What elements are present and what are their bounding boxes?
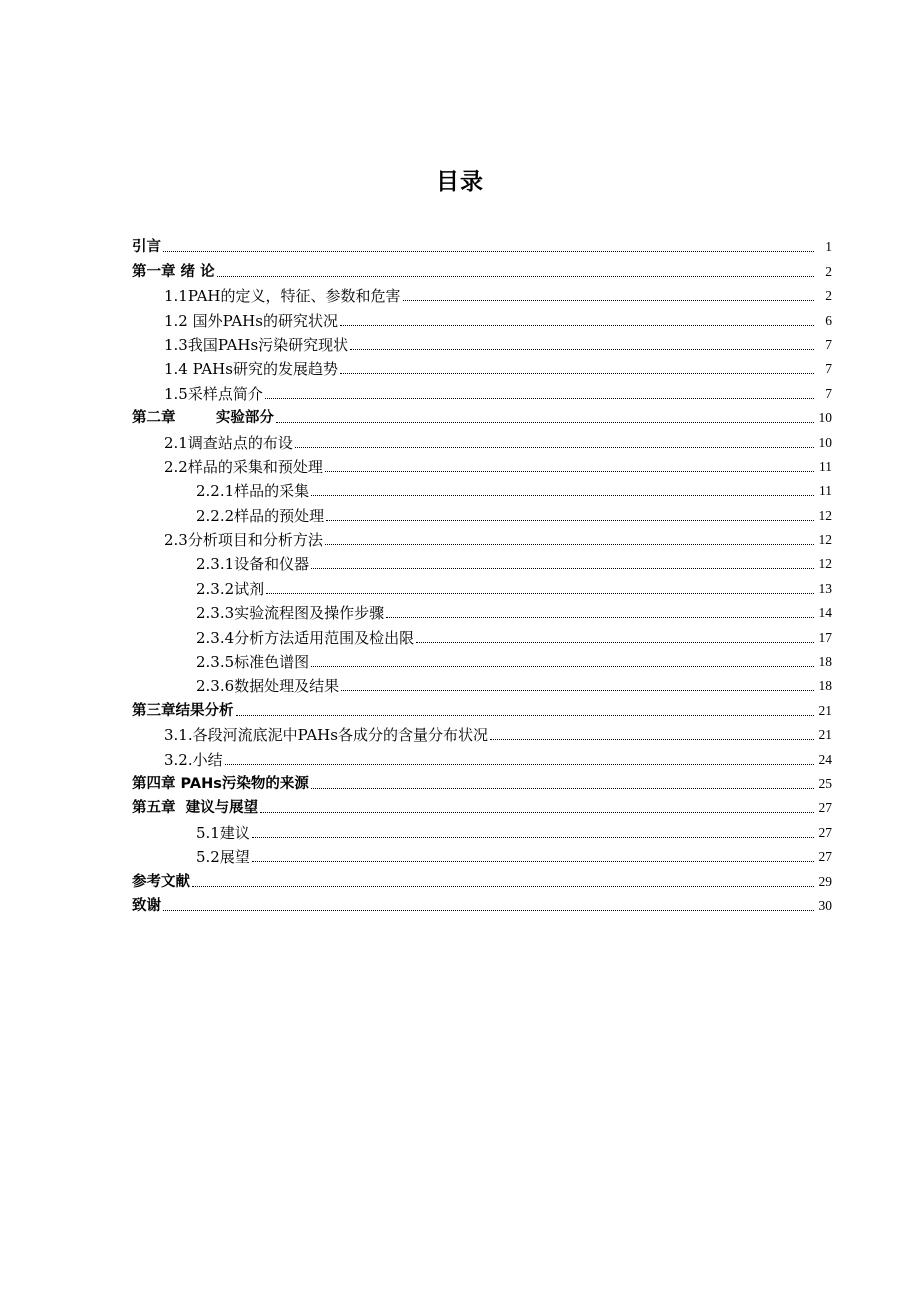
toc-entry[interactable] xyxy=(132,599,832,623)
toc-entry-page: 27 xyxy=(818,824,832,840)
toc-entry-label: 致谢 xyxy=(132,897,161,914)
toc-entry-label: 2.3分析项目和分析方法 xyxy=(164,531,323,550)
toc-entry-page: 10 xyxy=(818,434,832,450)
toc-entry-label: 1.3我国PAHs污染研究现状 xyxy=(164,335,349,354)
toc-entry-page: 13 xyxy=(818,580,832,596)
toc-entry[interactable] xyxy=(132,867,832,891)
dot-leader xyxy=(192,886,814,887)
toc-entry[interactable] xyxy=(132,282,832,306)
toc-entry-page: 18 xyxy=(818,678,832,694)
toc-entry[interactable] xyxy=(132,477,832,501)
toc-entry-label: 1.1PAH的定义，特征、参数和危害 xyxy=(164,287,401,306)
dot-leader xyxy=(266,593,814,594)
toc-entry[interactable] xyxy=(132,843,832,867)
toc-entry-label: 第三章结果分析 xyxy=(132,702,234,719)
toc-entry-page: 14 xyxy=(818,605,832,621)
toc-entry-label: 5.2展望 xyxy=(196,848,250,867)
toc-entry-label: 引言 xyxy=(132,239,161,256)
toc-entry-page: 7 xyxy=(825,336,832,352)
toc-entry[interactable] xyxy=(132,306,832,330)
dot-leader xyxy=(163,910,814,911)
dot-leader xyxy=(225,764,814,765)
toc-entry-page: 11 xyxy=(819,458,832,474)
toc-entry-label: 2.3.2试剂 xyxy=(196,579,265,598)
toc-entry-label: 参考文献 xyxy=(132,873,190,890)
toc-entry-label: 第五章 建议与展望 xyxy=(132,800,259,817)
toc-entry-page: 27 xyxy=(818,849,832,865)
toc-entry-page: 21 xyxy=(818,702,832,718)
toc-entry-page: 1 xyxy=(825,239,832,255)
toc-entry[interactable] xyxy=(132,721,832,745)
toc-entry-label: 2.3.5标准色谱图 xyxy=(196,653,310,672)
dot-leader xyxy=(260,812,814,813)
toc-entry[interactable] xyxy=(132,623,832,647)
toc-entry-page: 10 xyxy=(818,410,832,426)
dot-leader xyxy=(340,373,814,374)
toc-entry[interactable] xyxy=(132,331,832,355)
dot-leader xyxy=(311,666,814,667)
toc-entry-label: 3.1.各段河流底泥中PAHs各成分的含量分布状况 xyxy=(164,726,488,745)
dot-leader xyxy=(311,495,814,496)
toc-entry-page: 6 xyxy=(825,312,832,328)
toc-entry-page: 12 xyxy=(818,556,832,572)
dot-leader xyxy=(325,471,814,472)
toc-entry[interactable] xyxy=(132,648,832,672)
dot-leader xyxy=(490,739,814,740)
toc-entry[interactable] xyxy=(132,526,832,550)
toc-entry-page: 12 xyxy=(818,532,832,548)
dot-leader xyxy=(217,276,814,277)
toc-entry[interactable] xyxy=(132,794,832,818)
toc-entry-label: 1.4 PAHs研究的发展趋势 xyxy=(164,360,338,379)
toc-entry-page: 2 xyxy=(825,288,832,304)
toc-entry[interactable] xyxy=(132,379,832,403)
toc-entry[interactable] xyxy=(132,745,832,769)
dot-leader xyxy=(295,447,814,448)
toc-entry-label: 2.2.1样品的采集 xyxy=(196,482,310,501)
toc-entry[interactable] xyxy=(132,696,832,720)
dot-leader xyxy=(163,251,814,252)
toc-entry[interactable] xyxy=(132,404,832,428)
toc-entry-label: 2.2样品的采集和预处理 xyxy=(164,457,323,476)
toc-entry-page: 24 xyxy=(818,751,832,767)
toc-entry-label: 5.1建议 xyxy=(196,823,250,842)
toc-entry[interactable] xyxy=(132,257,832,281)
toc-entry-label: 1.5采样点简介 xyxy=(164,384,263,403)
toc-entry-page: 7 xyxy=(825,361,832,377)
toc-entry[interactable] xyxy=(132,233,832,257)
dot-leader xyxy=(341,690,814,691)
dot-leader xyxy=(252,861,814,862)
toc-entry-label: 2.3.3实验流程图及操作步骤 xyxy=(196,604,385,623)
toc-entry-label: 2.3.1设备和仪器 xyxy=(196,555,310,574)
page-title: 目录 xyxy=(436,169,484,195)
toc-entry-page: 25 xyxy=(818,775,832,791)
toc-entry-label: 3.2.小结 xyxy=(164,750,223,769)
toc-entry-page: 11 xyxy=(819,483,832,499)
dot-leader xyxy=(265,398,814,399)
toc-entry-label: 2.2.2样品的预处理 xyxy=(196,506,325,525)
toc-entry-page: 7 xyxy=(825,385,832,401)
dot-leader xyxy=(311,568,814,569)
toc-entry-label: 2.3.6数据处理及结果 xyxy=(196,677,340,696)
toc-entry-page: 21 xyxy=(818,727,832,743)
toc-entry-label: 第四章 PAHs污染物的来源 xyxy=(132,775,309,792)
toc-entry[interactable] xyxy=(132,672,832,696)
dot-leader xyxy=(326,520,814,521)
toc-entry-label: 第一章 绪 论 xyxy=(132,263,215,280)
toc-entry-page: 29 xyxy=(818,873,832,889)
toc-entry-label: 1.2 国外PAHs的研究状况 xyxy=(164,311,338,330)
toc-entry-label: 2.3.4分析方法适用范围及检出限 xyxy=(196,628,415,647)
toc-entry-page: 27 xyxy=(818,800,832,816)
toc-entry[interactable] xyxy=(132,892,832,916)
toc-entry[interactable] xyxy=(132,355,832,379)
dot-leader xyxy=(403,300,815,301)
toc-entry[interactable] xyxy=(132,550,832,574)
toc-entry[interactable] xyxy=(132,770,832,794)
toc-entry-page: 18 xyxy=(818,654,832,670)
toc-entry[interactable] xyxy=(132,453,832,477)
toc-entry[interactable] xyxy=(132,818,832,842)
dot-leader xyxy=(252,837,814,838)
dot-leader xyxy=(386,617,814,618)
dot-leader xyxy=(236,715,815,716)
dot-leader xyxy=(325,544,814,545)
dot-leader xyxy=(340,325,814,326)
dot-leader xyxy=(350,349,814,350)
toc-entry-label: 2.1调查站点的布设 xyxy=(164,433,293,452)
toc-entry[interactable] xyxy=(132,501,832,525)
toc-entry-page: 12 xyxy=(818,507,832,523)
table-of-contents xyxy=(132,233,832,916)
dot-leader xyxy=(416,642,814,643)
toc-entry-page: 30 xyxy=(818,897,832,913)
toc-entry-page: 2 xyxy=(825,263,832,279)
toc-entry[interactable] xyxy=(132,428,832,452)
dot-leader xyxy=(276,422,814,423)
dot-leader xyxy=(311,788,814,789)
toc-entry-label: 第二章 实验部分 xyxy=(132,410,274,427)
toc-entry-page: 17 xyxy=(818,629,832,645)
toc-entry[interactable] xyxy=(132,574,832,598)
